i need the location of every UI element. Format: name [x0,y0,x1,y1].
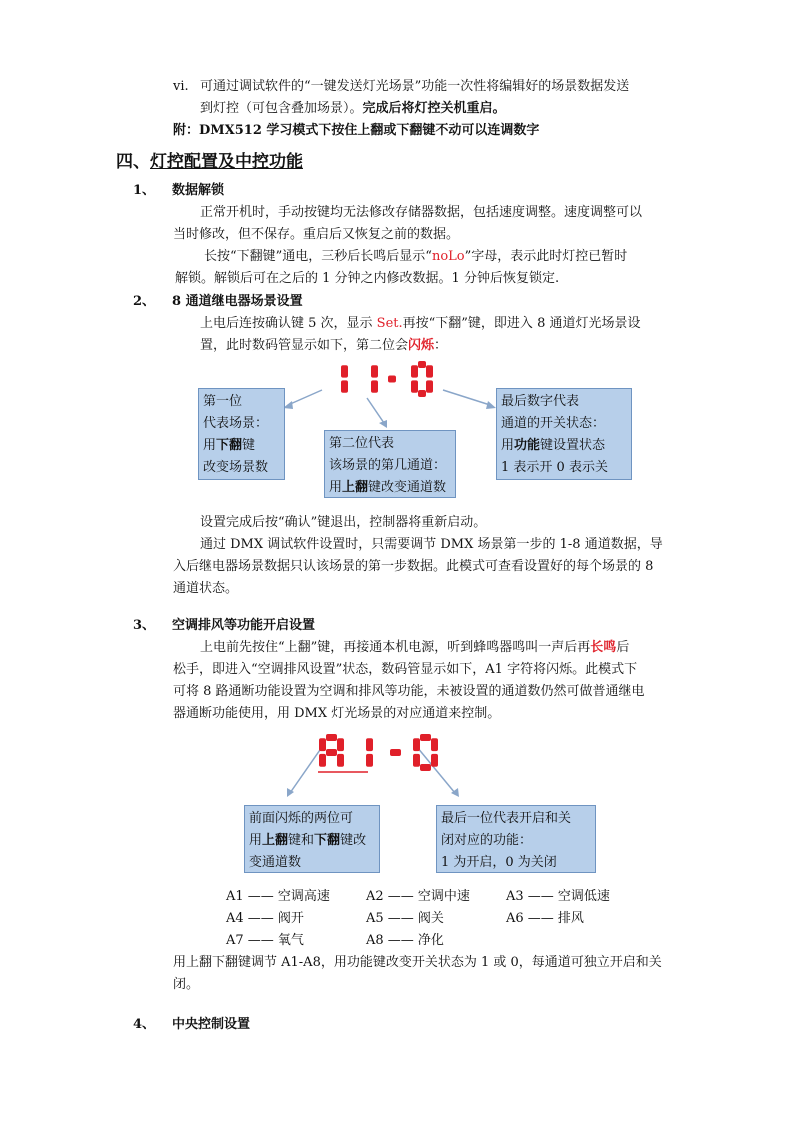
text: 用 [249,833,263,848]
box-line: 1 表示开 0 表示关 [501,460,608,475]
segment-g [390,749,401,756]
function-item: A8 —— 净化 [366,933,444,948]
item1-title: 数据解锁 [172,183,225,198]
note-line: 附：DMX512 学习模式下按住上翻或下翻键不动可以连调数字 [173,123,540,138]
box-line [329,477,451,499]
segment-a [418,361,426,368]
item4-number: 4、 [133,1017,156,1032]
segment-e [411,380,418,392]
item3-tail-line1: 用上翻下翻键调节 A1-A8，用功能键改变开关状态为 1 或 0，每通道可独立开启和关 [173,955,662,970]
box-line [501,435,627,457]
text: 键改 [340,833,367,848]
box-line [203,435,280,457]
box-line: 第二位代表 [329,436,395,451]
text: 再按“下翻”键，即进入 8 通道灯光场景设 [402,316,641,331]
seven-segment-display-1 [341,361,433,397]
item2-after-line3: 入后继电器场景数据只认该场景的第一步数据。此模式可查看设置好的每个场景的 8 [173,559,654,574]
item1-p2-line2: 解锁。解锁后可在之后的 1 分钟之内修改数据。1 分钟后恢复锁定. [175,271,560,286]
text: 键设置状态 [540,438,606,453]
segment-c [426,380,433,392]
segment-b [371,365,378,377]
box-first-digit [198,388,285,480]
segment-f [319,738,326,751]
key-name: 上翻 [262,833,289,848]
text: 后 [616,640,630,655]
segment-c [341,380,348,392]
item3-line2: 松手，即进入“空调排风设置”状态，数码管显示如下，A1 字符将闪烁。此模式下 [173,662,638,677]
item2-after-line4: 通道状态。 [173,581,239,596]
box-line: 最后数字代表 [501,394,580,409]
function-item: A4 —— 阀开 [226,911,304,926]
box-flashing-digits [244,805,380,873]
item1-p1-line1: 正常开机时，手动按键均无法修改存储器数据，包括速度调整。速度调整可以 [200,205,643,220]
box-line: 最后一位代表开启和关 [441,811,572,826]
segment-f [411,365,418,377]
item3-line1 [200,637,629,659]
text: 键 [242,438,256,453]
text: 用 [501,438,515,453]
segment-b [426,365,433,377]
item2-title: 8 通道继电器场景设置 [172,294,303,309]
box-line: 第一位 [203,394,243,409]
vi-emphasis: 完成后将灯控关机重启。 [362,101,506,116]
text: 用 [203,438,217,453]
text: 键改变通道数 [368,480,447,495]
long-beep-word: 长鸣 [590,640,617,655]
box-line: 代表场景： [203,416,269,431]
key-name: 下翻 [314,833,341,848]
nolo-code: noLo [431,249,465,264]
segment-b [341,365,348,377]
segment-e [319,754,326,767]
segment-b [366,738,373,751]
segment-a [326,734,337,741]
set-code: Set. [376,316,403,331]
box-last-digit [496,388,632,480]
segment-c [371,380,378,392]
list-marker-vi: vi. [173,79,189,94]
text: ”字母，表示此时灯控已暂时 [464,249,628,264]
display-digit [390,749,401,756]
segment-c [431,754,438,767]
key-name: 上翻 [342,480,369,495]
segment-b [337,738,344,751]
text: 长按“下翻键”通电，三秒后长鸣后显示“ [204,249,432,264]
item2-after-line2: 通过 DMX 调试软件设置时，只需要调节 DMX 场景第一步的 1-8 通道数据，导 [200,537,663,552]
item1-number: 1、 [133,183,156,198]
blink-word: 闪烁 [408,338,435,353]
text: 用 [329,480,343,495]
box-line: 通道的开关状态： [501,416,606,431]
item3-tail-line2: 闭。 [173,977,200,992]
section-number: 四、 [116,152,150,172]
text: 键和 [288,833,315,848]
display-digit [371,365,378,393]
text: ： [434,338,448,353]
function-item: A3 —— 空调低速 [506,889,610,904]
segment-g [326,749,337,756]
display-digit [319,734,344,767]
segment-g [388,376,396,383]
box-line: 闭对应的功能： [441,833,533,848]
segment-f [413,738,420,751]
item3-line4: 器通断功能使用，用 DMX 灯光场景的对应通道来控制。 [173,706,501,721]
box-line: 改变场景数 [203,460,269,475]
item4-title: 中央控制设置 [172,1017,251,1032]
function-item: A6 —— 排风 [506,911,584,926]
item1-p1-line2: 当时修改，但不保存。重启后又恢复之前的数据。 [173,227,460,242]
box-line: 前面闪烁的两位可 [249,811,354,826]
vi-text: 到灯控（可包含叠加场景）。 [200,101,363,116]
display-digit [413,734,438,771]
box-last-digit-function [436,805,596,873]
item3-title: 空调排风等功能开启设置 [172,618,316,633]
text: 上电后连按确认键 5 次，显示 [200,316,377,331]
item2-after-line1: 设置完成后按“确认”键退出，控制器将重新启动。 [200,515,487,530]
text: 上电前先按住“上翻”键，再接通本机电源，听到蜂鸣器鸣叫一声后再 [200,640,591,655]
display-digit [388,376,396,383]
item2-number: 2、 [133,294,156,309]
key-name: 下翻 [216,438,243,453]
item3-number: 3、 [133,618,156,633]
text: 置，此时数码管显示如下，第二位会 [200,338,409,353]
item3-line3: 可将 8 路通断功能设置为空调和排风等功能，未被设置的通道数仍然可做普通继电 [173,684,645,699]
box-second-digit [324,430,456,498]
seven-segment-display-2 [319,734,438,771]
function-item: A5 —— 阀关 [366,911,444,926]
vi-line-1: 可通过调试软件的“一键发送灯光场景”功能一次性将编辑好的场景数据发送 [200,79,630,94]
function-item: A2 —— 空调中速 [366,889,470,904]
box-line: 该场景的第几通道： [329,458,447,473]
function-item: A1 —— 空调高速 [226,889,330,904]
box-line [249,830,375,852]
section-title: 灯控配置及中控功能 [150,152,303,172]
key-name: 功能 [514,438,541,453]
display-digit [411,361,433,397]
segment-c [337,754,344,767]
function-item: A7 —— 氧气 [226,933,304,948]
display-digit [341,365,348,393]
box-line: 变通道数 [249,855,302,870]
segment-a [420,734,431,741]
box-line: 1 为开启，0 为关闭 [441,855,557,870]
segment-b [431,738,438,751]
segment-c [366,754,373,767]
segment-d [418,390,426,397]
display-digit [366,738,373,767]
segment-e [413,754,420,767]
segment-d [420,764,431,771]
